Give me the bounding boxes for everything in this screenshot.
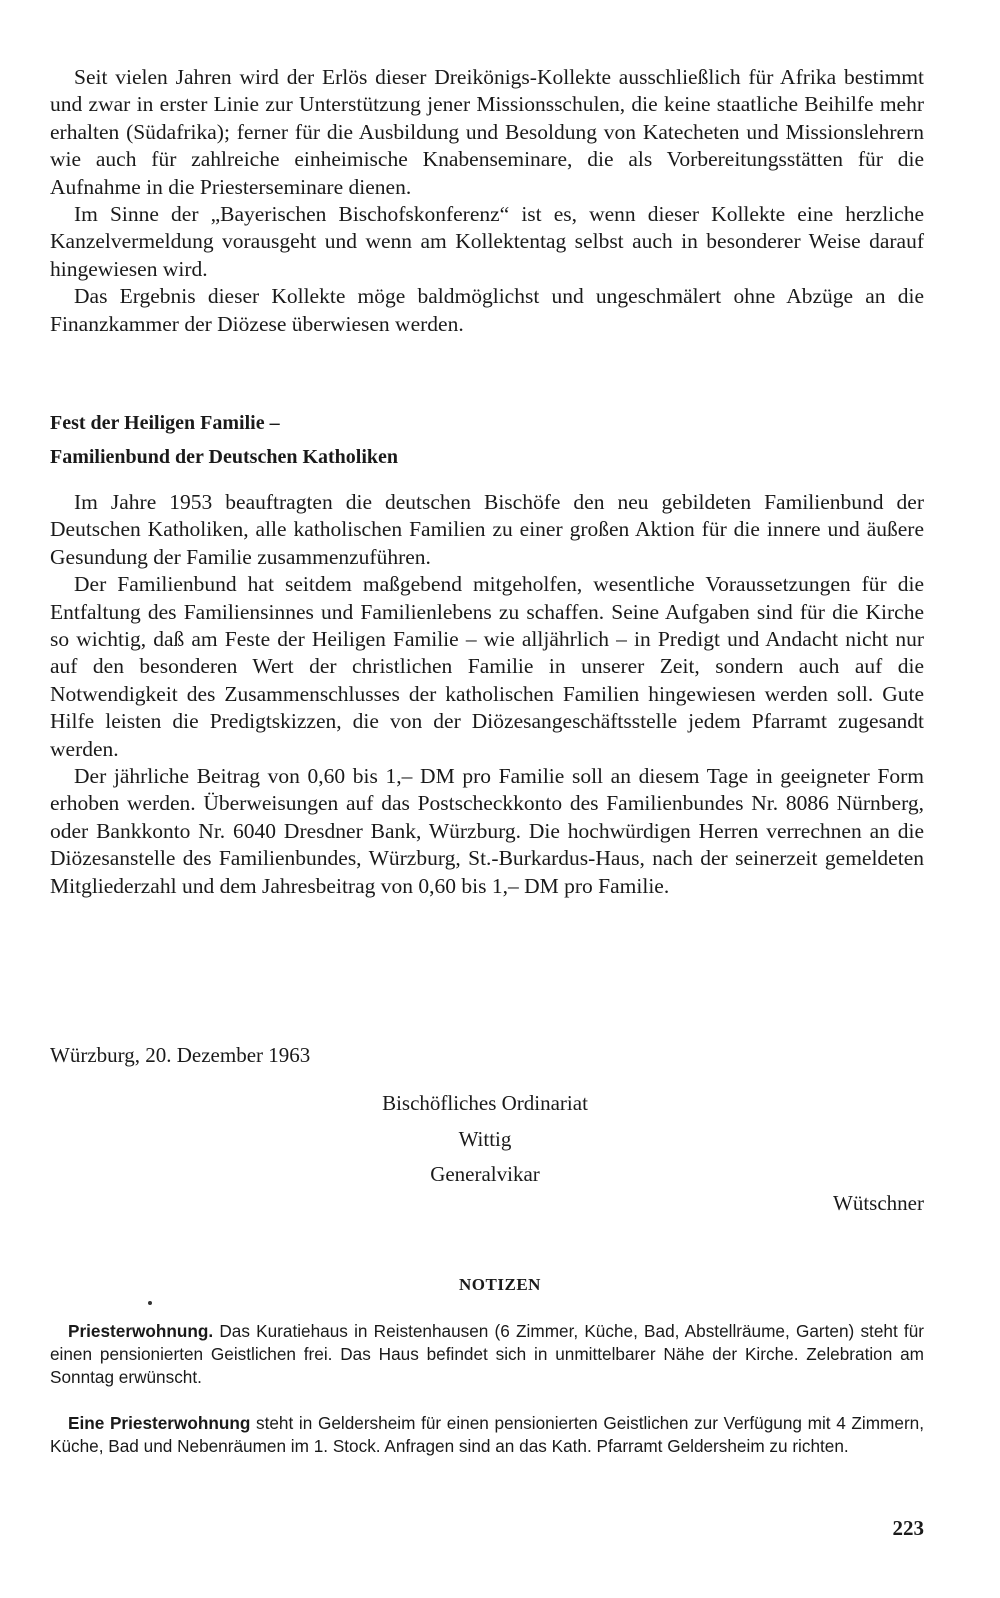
section-body bbox=[50, 489, 924, 900]
section-heading-line-1: Fest der Heiligen Familie – bbox=[50, 412, 280, 434]
notice-2-lead: Eine Priesterwohnung bbox=[68, 1413, 251, 1433]
notice-1 bbox=[50, 1320, 924, 1390]
notice-2-paragraph bbox=[50, 1412, 924, 1458]
dateline: Würzburg, 20. Dezember 1963 bbox=[50, 1043, 311, 1067]
section-heading-line-2: Familienbund der Deutschen Katholiken bbox=[50, 446, 399, 468]
signature-title: Generalvikar bbox=[430, 1162, 540, 1186]
intro-paragraph-2: Im Sinne der „Bayerischen Bischofskonferenz“ ist es, wenn dieser Kollekte eine herzliche Kanzelvermeldung vorausgeht und wenn am Kollektentag selbst auch in besonderer Weise darauf hingewiesen wird. bbox=[50, 202, 924, 281]
notice-1-paragraph bbox=[50, 1320, 924, 1390]
section-paragraph-3: Der jährliche Beitrag von 0,60 bis 1,– DM pro Familie soll an diesem Tage in geeigneter Form erhoben werden. Überweisungen auf das Postscheckkonto des Familienbundes Nr. 8086 Nürnberg, oder Bankkonto Nr. 6040 Dresdner Bank, Würzburg. Die hochwürdigen Herren verrechnen an die Diözesanstelle des Familienbundes, Würzburg, St.-Burkardus-Haus, nach der seinerzeit gemeldeten Mitgliederzahl und dem Jahresbeitrag von 0,60 bis 1,– DM pro Familie. bbox=[50, 764, 924, 898]
signature-secondary: Wütschner bbox=[833, 1191, 924, 1215]
notice-2-text: steht in Geldersheim für einen pensionierten Geistlichen zur Verfügung mit 4 Zimmern, Küche, Bad und Nebenräumen im 1. Stock. Anfragen sind an das Kath. Pfarramt Geldersheim zu richten. bbox=[50, 1413, 924, 1457]
signature-office: Bischöfliches Ordinariat bbox=[382, 1091, 588, 1115]
signature-name: Wittig bbox=[458, 1127, 512, 1151]
section-heading bbox=[50, 406, 924, 474]
notice-1-lead: Priesterwohnung. bbox=[68, 1321, 214, 1341]
section-paragraph-2: Der Familienbund hat seitdem maßgebend mitgeholfen, wesentliche Voraussetzungen für die Entfaltung des Familiensinnes und Familienlebens zu schaffen. Seine Aufgaben sind für die Kirche so wichtig, daß am Feste der Heiligen Familie – wie alljährlich – in Predigt und Andacht nicht nur auf den besonderen Wert der christlichen Familie in unserer Zeit, sondern auch auf die Notwendigkeit des Zusammenschlusses der katholischen Familien hingewiesen werden soll. Gute Hilfe leisten die Predigtskizzen, die von der Diözesangeschäftsstelle jedem Pfarramt zugesandt werden. bbox=[50, 572, 924, 761]
notice-2 bbox=[50, 1412, 924, 1458]
intro-paragraph-1: Seit vielen Jahren wird der Erlös dieser Dreikönigs-Kollekte ausschließlich für Afrika bestimmt und zwar in erster Linie zur Unterstützung jener Missionsschulen, die keine staatliche Beihilfe mehr erhalten (Südafrika); ferner für die Ausbildung und Besoldung von Katecheten und Missionslehrern wie auch für zahlreiche einheimische Knabenseminare, die als Vorbereitungsstätten für die Aufnahme in die Priesterseminare dienen. bbox=[50, 65, 924, 199]
page-number: 223 bbox=[892, 1516, 924, 1540]
section-paragraph-1: Im Jahre 1953 beauftragten die deutschen Bischöfe den neu gebildeten Familienbund der Deutschen Katholiken, alle katholischen Familien zu einer großen Aktion für die innere und äußere Gesundung der Familie zusammenzuführen. bbox=[50, 490, 924, 569]
intro-paragraph-3: Das Ergebnis dieser Kollekte möge baldmöglichst und ungeschmälert ohne Abzüge an die Finanzkammer der Diözese überwiesen werden. bbox=[50, 284, 924, 336]
notizen-heading: NOTIZEN bbox=[459, 1275, 541, 1294]
bullet-dot bbox=[148, 1301, 152, 1305]
intro-section bbox=[50, 64, 924, 338]
notice-1-text: Das Kuratiehaus in Reistenhausen (6 Zimmer, Küche, Bad, Abstellräume, Garten) steht für einen pensionierten Geistlichen frei. Das Haus befindet sich in unmittelbarer Nähe der Kirche. Zelebration am Sonntag erwünscht. bbox=[50, 1321, 924, 1388]
